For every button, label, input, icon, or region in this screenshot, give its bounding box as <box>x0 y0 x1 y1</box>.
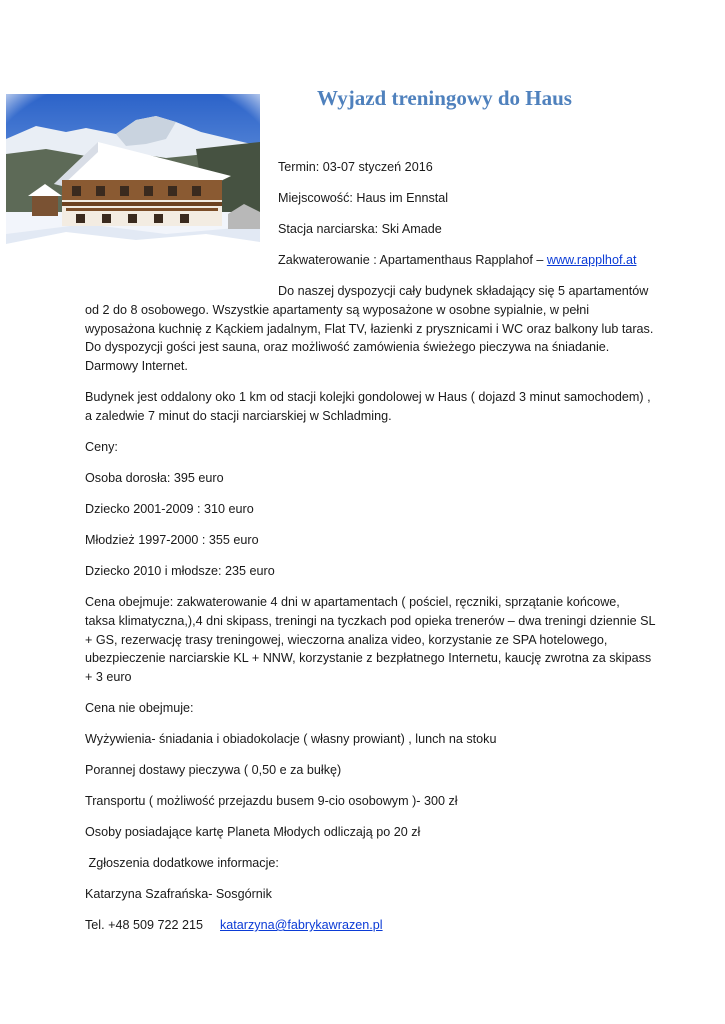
info-stacja: Stacja narciarska: Ski Amade <box>278 222 442 236</box>
description-paragraph <box>85 282 654 376</box>
includes-line: ubezpieczenie narciarskie KL + NNW, korzystanie z bezpłatnego Internetu, kaucję zwrotna za skipass <box>85 651 652 666</box>
includes-line: + GS, rezerwację trasy treningowej, wieczorna analiza video, korzystanie ze SPA hotelowego, <box>85 632 608 647</box>
price-item: Dziecko 2010 i młodsze: 235 euro <box>85 564 275 578</box>
location-paragraph <box>85 388 651 426</box>
description-line: od 2 do 8 osobowego. Wszystkie apartamenty są wyposażone w osobne sypialnie, w pełni <box>85 302 590 317</box>
info-termin: Termin: 03-07 styczeń 2016 <box>278 160 433 174</box>
includes-line: taksa klimatyczna,),4 dni skipass, treningi na tyczkach pod opieka trenerów – dwa treningi dziennie SL <box>85 613 656 628</box>
location-line: a zaledwie 7 minut do stacji narciarskiej w Schladming. <box>85 408 392 423</box>
contact-phone: Tel. +48 509 722 215 <box>85 918 203 932</box>
contact-email-link[interactable]: katarzyna@fabrykawrazen.pl <box>220 918 383 932</box>
location-line: Budynek jest oddalony oko 1 km od stacji kolejki gondolowej w Haus ( dojazd 3 minut samochodem) , <box>85 390 651 404</box>
excludes-item: Transportu ( możliwość przejazdu busem 9-cio osobowym )- 300 zł <box>85 794 458 808</box>
contact-heading: Zgłoszenia dodatkowe informacje: <box>85 856 279 870</box>
includes-line: + 3 euro <box>85 670 132 685</box>
rapplhof-link[interactable]: www.rapplhof.at <box>546 253 637 267</box>
excludes-item: Wyżywienia- śniadania i obiadokolacje ( własny prowiant) , lunch na stoku <box>85 732 497 746</box>
price-item: Młodzież 1997-2000 : 355 euro <box>85 533 259 547</box>
excludes-item: Porannej dostawy pieczywa ( 0,50 e za bułkę) <box>85 763 342 777</box>
contact-name: Katarzyna Szafrańska- Sosgórnik <box>85 887 272 901</box>
info-zakwaterowanie <box>278 251 636 270</box>
info-miejscowosc: Miejscowość: Haus im Ennstal <box>278 191 449 205</box>
price-item: Dziecko 2001-2009 : 310 euro <box>85 502 254 516</box>
price-item: Osoba dorosła: 395 euro <box>85 471 224 485</box>
description-line: Do naszej dyspozycji cały budynek składający się 5 apartamentów <box>278 284 649 298</box>
description-line: Darmowy Internet. <box>85 359 188 374</box>
prices-heading: Ceny: <box>85 440 118 454</box>
includes-paragraph <box>85 593 656 687</box>
excludes-heading: Cena nie obejmuje: <box>85 701 194 715</box>
includes-line: Cena obejmuje: zakwaterowanie 4 dni w apartamentach ( pościel, ręczniki, sprzątanie końcowe, <box>85 595 620 609</box>
description-line: wyposażona kuchnię z Kąckiem jadalnym, Flat TV, łazienki z prysznicami i WC oraz balkony lub taras. <box>85 321 654 336</box>
house-in-snowy-mountains-photo <box>6 94 260 278</box>
description-line: Do dyspozycji gości jest sauna, oraz możliwość zamówienia świeżego pieczywa na śniadanie. <box>85 340 610 355</box>
excludes-item: Osoby posiadające kartę Planeta Młodych odliczają po 20 zł <box>85 825 421 839</box>
page-title: Wyjazd treningowy do Haus <box>317 86 572 110</box>
zakwaterowanie-label: Zakwaterowanie : Apartamenthaus Rapplahof – <box>278 253 547 267</box>
